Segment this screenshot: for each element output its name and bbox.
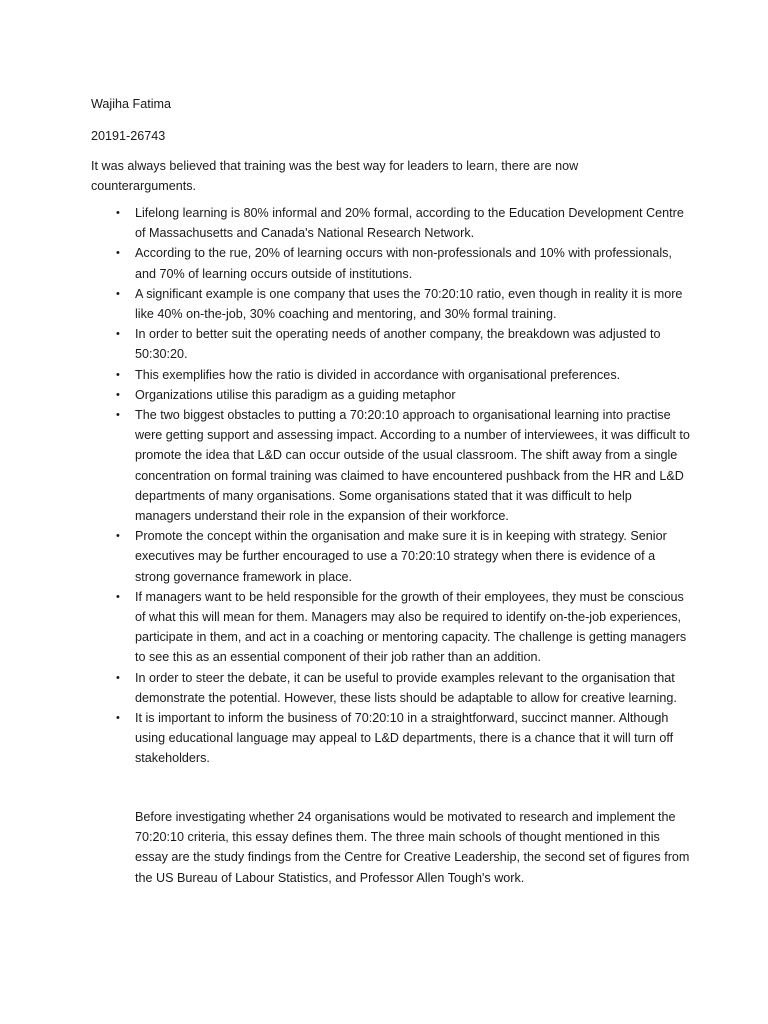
list-item xyxy=(91,284,691,324)
bullet-icon: • xyxy=(116,409,120,422)
bullet-icon: • xyxy=(116,590,120,603)
list-item-text: It is important to inform the business of 70:20:10 in a straightforward, succinct manner. Although using educational language may appeal to L&D departments, there is a chance that it will turn off stakeholders. xyxy=(135,711,674,766)
bullet-list xyxy=(91,203,691,769)
list-item xyxy=(91,385,691,405)
bullet-icon: • xyxy=(116,207,120,219)
bullet-icon: • xyxy=(116,368,120,381)
list-item-text: This exemplifies how the ratio is divided in accordance with organisational preferences. xyxy=(135,367,621,382)
bullet-icon: • xyxy=(116,530,120,543)
list-item-text: Lifelong learning is 80% informal and 20% formal, according to the Education Development Centre of Massachusetts and Canada's National Research Network. xyxy=(135,206,684,241)
author-name: Wajiha Fatima xyxy=(91,97,172,111)
list-item xyxy=(91,365,691,385)
list-item-text: Promote the concept within the organisation and make sure it is in keeping with strategy. Senior executives may be further encouraged to use a 70:20:10 strategy when there is evidence of a strong governance framework in place. xyxy=(135,529,667,584)
list-item xyxy=(91,526,691,587)
list-item xyxy=(91,708,691,769)
bullet-icon: • xyxy=(116,287,120,300)
list-item-text: A significant example is one company that uses the 70:20:10 ratio, even though in reality it is more like 40% on-the-job, 30% coaching and mentoring, and 30% formal training. xyxy=(135,286,683,322)
bullet-icon: • xyxy=(116,328,120,341)
bullet-icon: • xyxy=(116,247,120,260)
list-item xyxy=(91,203,691,243)
list-item xyxy=(91,587,691,668)
closing-paragraph: Before investigating whether 24 organisations would be motivated to research and implement the 70:20:10 criteria, this essay defines them. The three main schools of thought mentioned in this essay are the study findings from the Centre for Creative Leadership, the second set of figures from the US Bureau of Labour Statistics, and Professor Allen Tough's work. xyxy=(135,810,690,885)
list-item xyxy=(91,405,691,526)
bullet-icon: • xyxy=(116,671,120,684)
list-item-text: According to the rue, 20% of learning occurs with non-professionals and 10% with professionals, and 70% of learning occurs outside of institutions. xyxy=(135,246,672,281)
intro-paragraph: It was always believed that training was the best way for leaders to learn, there are now counterarguments. xyxy=(91,159,579,194)
student-id: 20191-26743 xyxy=(91,129,166,143)
list-item xyxy=(91,668,691,708)
bullet-icon: • xyxy=(116,388,120,401)
list-item-text: The two biggest obstacles to putting a 70:20:10 approach to organisational learning into practise were getting support and assessing impact. According to a number of interviewees, it was difficult to promote the idea that L&D can occur outside of the usual classroom. The shift away from a single concentration on formal training was claimed to have encountered pushback from the HR and L&D departments of many organisations. Some organisations stated that it was difficult to help managers understand their role in the expansion of their workforce. xyxy=(135,408,690,524)
bullet-icon: • xyxy=(116,712,120,725)
list-item-text: In order to steer the debate, it can be useful to provide examples relevant to the organisation that demonstrate the potential. However, these lists should be adaptable to allow for creative learning. xyxy=(135,670,677,705)
list-item-text: In order to better suit the operating needs of another company, the breakdown was adjusted to 50:30:20. xyxy=(135,327,661,362)
list-item xyxy=(91,324,691,364)
list-item xyxy=(91,243,691,283)
list-item-text: Organizations utilise this paradigm as a guiding metaphor xyxy=(135,387,456,402)
list-item-text: If managers want to be held responsible for the growth of their employees, they must be conscious of what this will mean for them. Managers may also be required to identify on-the-job experiences, participate in them, and act in a coaching or mentoring capacity. The challenge is getting managers to see this as an essential component of their job rather than an addition. xyxy=(135,589,687,665)
